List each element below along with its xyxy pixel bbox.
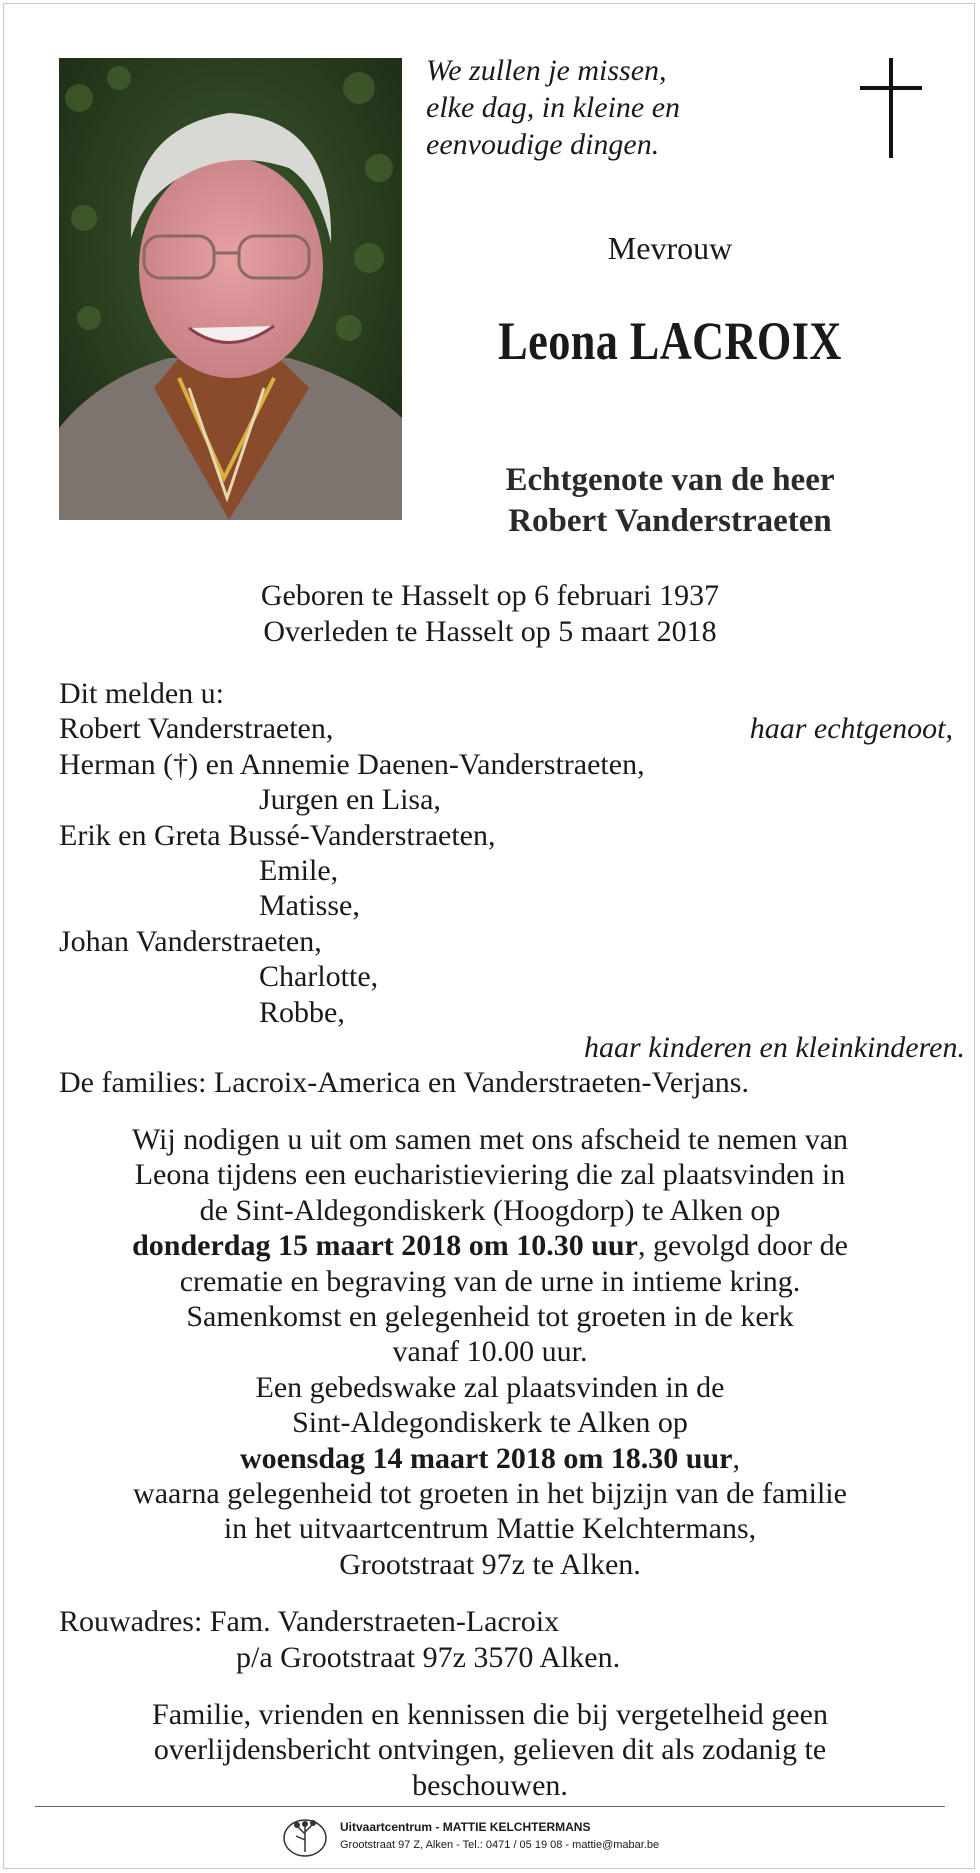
- cross-icon: [860, 58, 922, 158]
- closing-line: overlijdensbericht ontvingen, gelieven dit als zodanig te: [153, 1733, 827, 1767]
- grandchild-line: Robbe,: [259, 995, 345, 1029]
- invite-line: vanaf 10.00 uur.: [392, 1335, 588, 1369]
- vigil-datetime: woensdag 14 maart 2018 om 18.30 uur: [240, 1441, 733, 1475]
- memorial-poem: [426, 52, 756, 163]
- poem-line: eenvoudige dingen.: [426, 128, 660, 161]
- funeral-home-footer: [280, 1812, 740, 1862]
- announce-row: [59, 1030, 965, 1065]
- invitation-text: [50, 1122, 930, 1582]
- invite-line: de Sint-Aldegondiskerk (Hoogdorp) te Alken op: [199, 1193, 781, 1227]
- invite-line: Grootstraat 97z te Alken.: [339, 1547, 641, 1581]
- grandchild-line: Matisse,: [259, 889, 360, 923]
- funeral-datetime: donderdag 15 maart 2018 om 10.30 uur: [132, 1229, 638, 1263]
- announce-intro: Dit melden u:: [59, 677, 224, 710]
- funeral-home-logo-icon: [280, 1812, 330, 1860]
- closing-line: beschouwen.: [412, 1768, 568, 1802]
- closing-line: Familie, vrienden en kennissen die bij vergetelheid geen: [152, 1698, 828, 1731]
- invite-line: waarna gelegenheid tot groeten in het bijzijn van de familie: [133, 1477, 847, 1511]
- funeral-home-name: Uitvaartcentrum - MATTIE KELCHTERMANS: [340, 1820, 591, 1834]
- invite-line: [50, 1441, 930, 1476]
- grandchild-line: Jurgen en Lisa,: [259, 783, 441, 817]
- husband-name: Robert Vanderstraeten,: [59, 712, 334, 746]
- invite-line: Sint-Aldegondiskerk te Alken op: [292, 1406, 688, 1440]
- poem-line: elke dag, in kleine en: [426, 91, 681, 124]
- footer-divider: [35, 1806, 945, 1807]
- children-role: haar kinderen en kleinkinderen.: [584, 1030, 965, 1064]
- death-line: Overleden te Hasselt op 5 maart 2018: [263, 615, 717, 648]
- mourning-address: [59, 1604, 939, 1676]
- child-line: Johan Vanderstraeten,: [59, 924, 322, 958]
- invite-fragment: ,: [732, 1441, 740, 1475]
- announcement-list: [59, 676, 965, 1101]
- invite-line: Een gebedswake zal plaatsvinden in de: [255, 1370, 725, 1404]
- funeral-home-contact: Grootstraat 97 Z, Alken - Tel.: 0471 / 05 19 08 - mattie@mabar.be: [340, 1839, 660, 1851]
- grandchild-line: Charlotte,: [259, 960, 379, 994]
- spouse-info: [440, 460, 900, 542]
- husband-role: haar echtgenoot,: [749, 712, 953, 746]
- invite-line: Samenkomst en gelegenheid tot groeten in de kerk: [186, 1300, 794, 1334]
- life-dates: [120, 578, 860, 650]
- invite-line: Leona tijdens een eucharistieviering die zal plaatsvinden in: [134, 1158, 846, 1192]
- announce-row: [59, 711, 953, 746]
- invite-line: Wij nodigen u uit om samen met ons afscheid te nemen van: [131, 1123, 849, 1156]
- invite-line: in het uitvaartcentrum Mattie Kelchtermans,: [223, 1512, 757, 1546]
- deceased-name: Leona LACROIX: [498, 311, 842, 371]
- invite-fragment: , gevolgd door de: [637, 1229, 848, 1263]
- address-line: Rouwadres: Fam. Vanderstraeten-Lacroix: [59, 1605, 560, 1638]
- child-line: Herman (†) en Annemie Daenen-Vanderstraeten,: [59, 747, 645, 781]
- birth-line: Geboren te Hasselt op 6 februari 1937: [260, 579, 720, 612]
- families-line: De families: Lacroix-America en Vanderstraeten-Verjans.: [59, 1066, 749, 1100]
- address-line: p/a Grootstraat 97z 3570 Alken.: [236, 1641, 621, 1674]
- spouse-line: Robert Vanderstraeten: [508, 503, 832, 539]
- honorific-title: Mevrouw: [607, 230, 733, 266]
- poem-line: We zullen je missen,: [426, 54, 667, 87]
- portrait-photo: [59, 58, 402, 520]
- child-line: Erik en Greta Bussé-Vanderstraeten,: [59, 818, 496, 852]
- closing-note: [50, 1697, 930, 1803]
- spouse-line: Echtgenote van de heer: [505, 462, 835, 498]
- grandchild-line: Emile,: [259, 853, 339, 887]
- invite-line: [50, 1228, 930, 1263]
- invite-line: crematie en begraving van de urne in intieme kring.: [179, 1264, 801, 1298]
